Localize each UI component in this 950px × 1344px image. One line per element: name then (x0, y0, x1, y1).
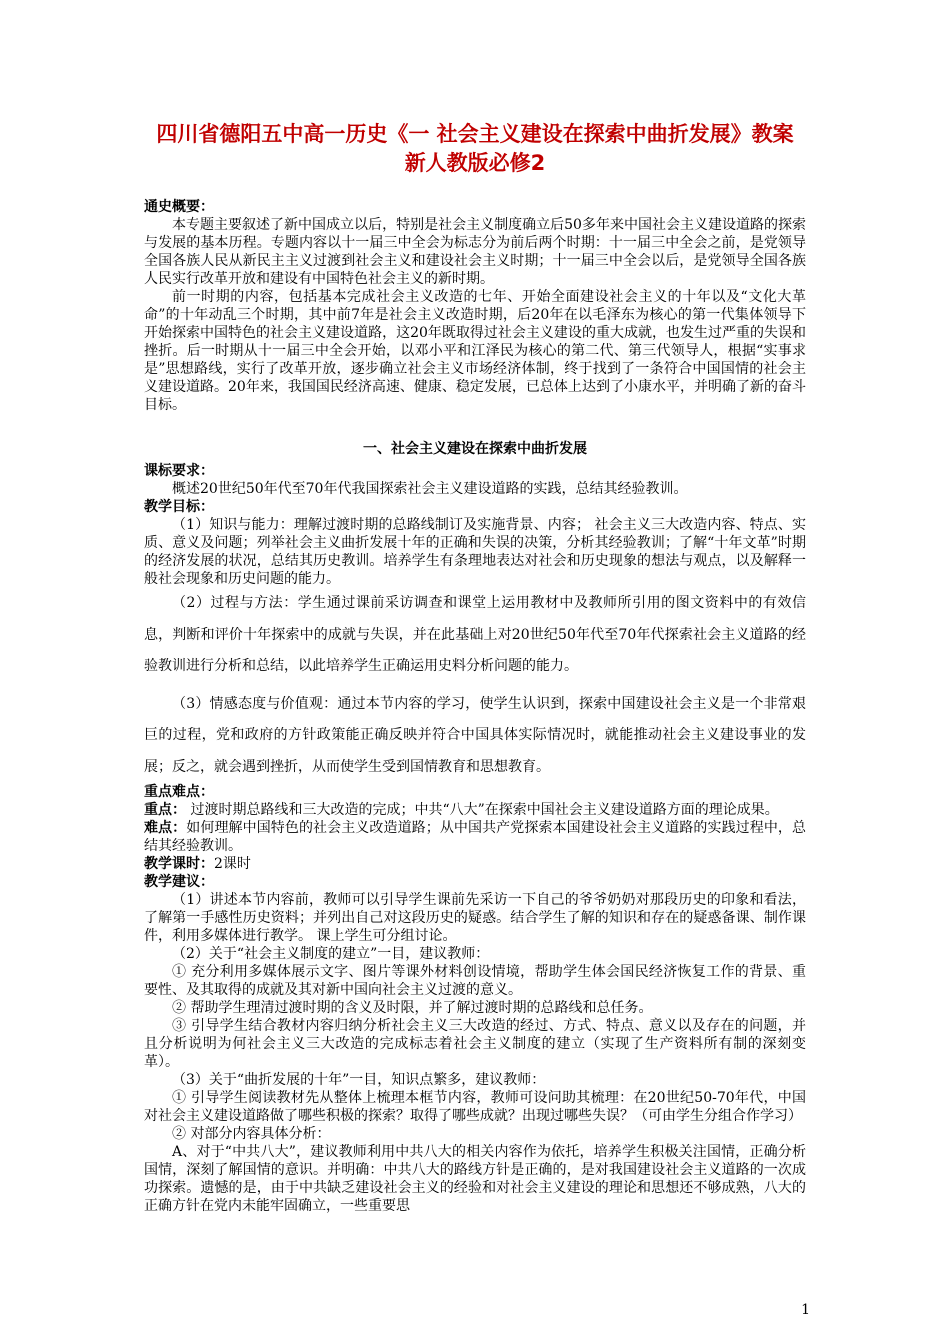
overview-heading: 通史概要： (144, 199, 214, 215)
page-number: 1 (801, 1302, 810, 1318)
hours-heading: 教学课时： (144, 856, 214, 872)
advice-1: （1）讲述本节内容前，教师可以引导学生课前先采访一下自己的爷爷奶奶对那段历史的印象和看法，了解第一手感性历史资料；并列出自己对这段历史的疑惑。结合学生了解的知识和存在的疑惑备课、制作课件，利用多媒体进行教学。 课上学生可分组讨论。 (144, 892, 806, 944)
goal-3: （3）情感态度与价值观：通过本节内容的学习，使学生认识到，探索中国建设社会主义是一个非常艰巨的过程，党和政府的方针政策能正确反映并符合中国具体实际情况时，就能推动社会主义建设事业的发展；反之，就会遇到挫折，从而使学生受到国情教育和思想教育。 (144, 695, 806, 775)
key-points-heading: 重点难点： (144, 784, 214, 800)
advice-2-2: ② 帮助学生理清过渡时期的含义及时限，并了解过渡时期的总路线和总任务。 (172, 1000, 653, 1016)
advice-3: （3）关于“曲折发展的十年”一目，知识点繁多，建议教师： (172, 1072, 546, 1088)
advice-2-3: ③ 引导学生结合教材内容归纳分析社会主义三大改造的经过、方式、特点、意义以及存在的问题，并且分析说明为何社会主义三大改造的完成标志着社会主义制度的建立（实现了生产资料所有制的深刻变革）。 (144, 1018, 806, 1070)
document-title: 四川省德阳五中高一历史《一 社会主义建设在探索中曲折发展》教案 新人教版必修2 (156, 122, 794, 175)
standard-text: 概述20世纪50年代至70年代我国探索社会主义建设道路的实践，总结其经验教训。 (172, 481, 688, 497)
standard-heading: 课标要求： (144, 463, 214, 479)
advice-3-1: ① 引导学生阅读教材先从整体上梳理本框节内容，教师可设问助其梳理：在20世纪50-70年代，中国对社会主义建设道路做了哪些积极的探索？取得了哪些成就？出现过哪些失误？（可由学生分组合作学习） (144, 1090, 806, 1124)
overview-paragraph-2: 前一时期的内容，包括基本完成社会主义改造的七年、开始全面建设社会主义的十年以及“文化大革命”的十年动乱三个时期，其中前7年是社会主义改造时期，后20年在以毛泽东为核心的第一代集体领导下开始探索中国特色的社会主义建设道路，这20年既取得过社会主义建设的重大成就，也发生过严重的失误和挫折。后一时期从十一届三中全会开始，以邓小平和江泽民为核心的第二代、第三代领导人，根据“实事求是”思想路线，实行了改革开放，逐步确立社会主义市场经济体制，终于找到了一条符合中国国情的社会主义建设道路。20年来，我国国民经济高速、健康、稳定发展，已总体上达到了小康水平，并明确了新的奋斗目标。 (144, 289, 806, 413)
goal-2: （2）过程与方法：学生通过课前采访调查和课堂上运用教材中及教师所引用的图文资料中的有效信息，判断和评价十年探索中的成就与失误，并在此基础上对20世纪50年代至70年代探索社会主义道路的经验教训进行分析和总结，以此培养学生正确运用史料分析问题的能力。 (144, 595, 806, 674)
section-title: 一、社会主义建设在探索中曲折发展 (363, 441, 587, 457)
overview-paragraph-1: 本专题主要叙述了新中国成立以后，特别是社会主义制度确立后50多年来中国社会主义建设道路的探索与发展的基本历程。专题内容以十一届三中全会为标志分为前后两个时期：十一届三中全会之前，是党领导全国各族人民从新民主主义过渡到社会主义和建设社会主义时期；十一届三中全会以后，是党领导全国各族人民实行改革开放和建设有中国特色社会主义的新时期。 (144, 217, 806, 287)
key-text: 过渡时期总路线和三大改造的完成；中共“八大”在探索中国社会主义建设道路方面的理论成果。 (186, 802, 779, 818)
difficult-point (144, 819, 806, 855)
goals-heading: 教学目标： (144, 499, 214, 515)
key-point (144, 801, 806, 819)
advice-3-2-a: A、对于“中共八大”，建议教师利用中共八大的相关内容作为依托，培养学生积极关注国情，正确分析国情，深刻了解国情的意识。并明确：中共八大的路线方针是正确的，是对我国建设社会主义道路的一次成功探索。遗憾的是，由于中共缺乏建设社会主义的经验和对社会主义建设的理论和思想还不够成熟，八大的正确方针在党内未能牢固确立，一些重要思 (144, 1144, 806, 1214)
difficult-label: 难点： (144, 820, 187, 836)
key-label: 重点： (144, 802, 186, 818)
hours-line (144, 855, 806, 873)
goal-1: （1）知识与能力：理解过渡时期的总路线制订及实施背景、内容； 社会主义三大改造内容、特点、实质、意义及问题；列举社会主义曲折发展十年的正确和失误的决策，分析其经验教训；了解“十年文革”时期的经济发展的状况，总结其历史教训。培养学生有条理地表达对社会和历史现象的想法与观点，以及解释一般社会现象和历史问题的能力。 (144, 517, 806, 587)
advice-3-2: ② 对部分内容具体分析： (172, 1126, 331, 1142)
advice-2-1: ① 充分利用多媒体展示文字、图片等课外材料创设情境，帮助学生体会国民经济恢复工作的背景、重要性、及其取得的成就及其对新中国向社会主义过渡的意义。 (144, 964, 806, 998)
advice-heading: 教学建议： (144, 874, 214, 890)
hours-text: 2课时 (214, 856, 251, 872)
difficult-text: 如何理解中国特色的社会主义改造道路；从中国共产党探索本国建设社会主义道路的实践过程中，总结其经验教训。 (144, 820, 807, 854)
advice-2: （2）关于“社会主义制度的建立”一目，建议教师： (172, 946, 490, 962)
document-content (144, 120, 806, 1215)
